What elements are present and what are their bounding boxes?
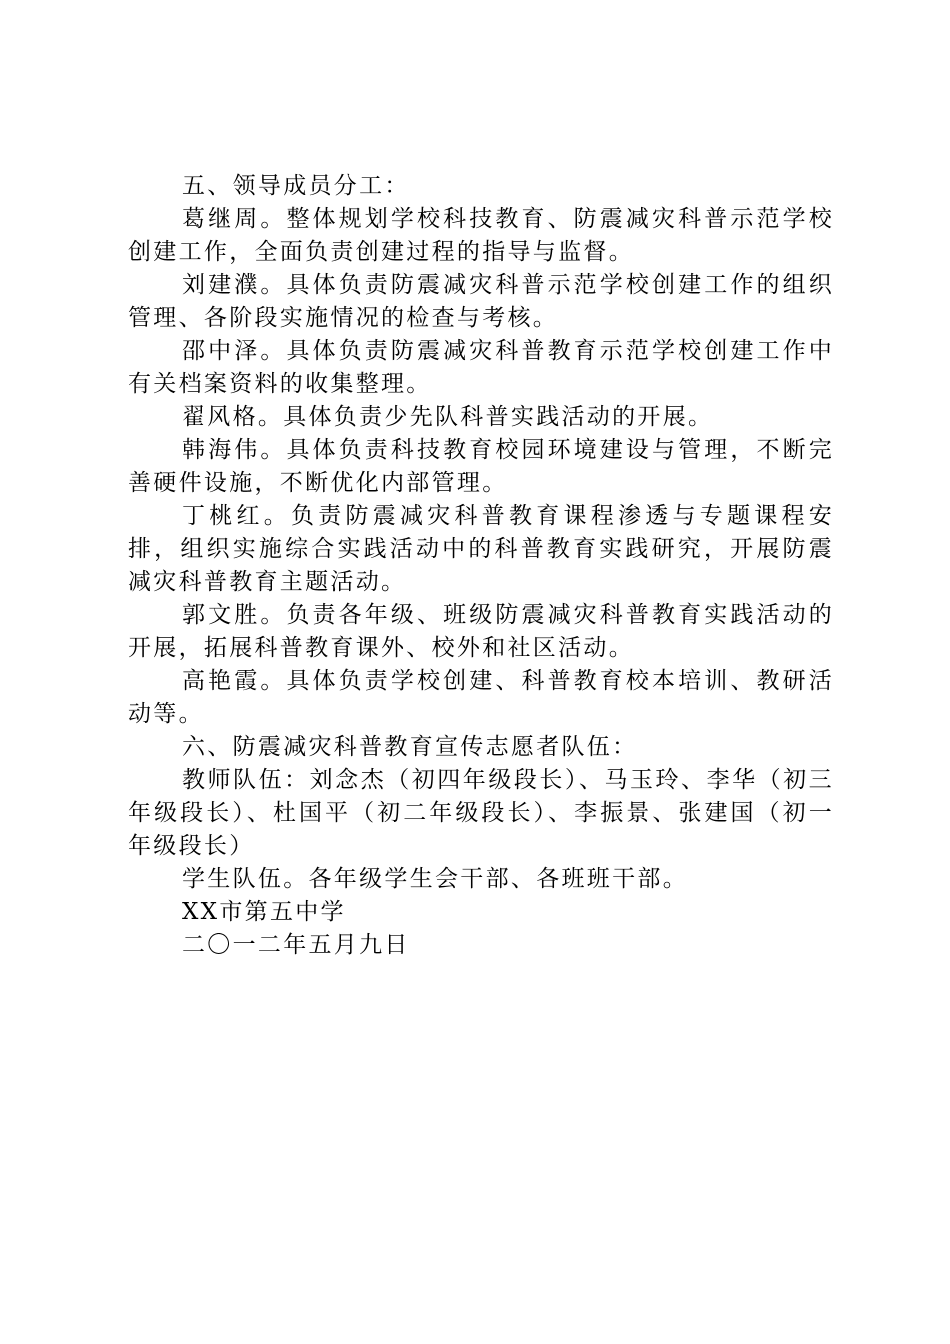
- section5-heading: 五、领导成员分工：: [182, 173, 410, 199]
- duty-paragraph-4: 翟风格。具体负责少先队科普实践活动的开展。: [182, 404, 714, 430]
- duty-paragraph-5: 韩海伟。具体负责科技教育校园环境建设与管理，不断完善硬件设施，不断优化内部管理。: [128, 437, 834, 496]
- school-signature: XX市第五中学: [182, 899, 346, 925]
- document-body: [128, 170, 834, 962]
- student-team-paragraph: 学生队伍。各年级学生会干部、各班班干部。: [182, 866, 688, 892]
- section6-heading: 六、防震减灾科普教育宣传志愿者队伍：: [182, 734, 638, 760]
- duty-paragraph-1: 葛继周。整体规划学校科技教育、防震减灾科普示范学校创建工作，全面负责创建过程的指导与监督。: [128, 206, 834, 265]
- teacher-team-paragraph: 教师队伍：刘念杰（初四年级段长）、马玉玲、李华（初三年级段长）、杜国平（初二年级段长）、李振景、张建国（初一年级段长）: [128, 767, 834, 859]
- document-date: 二〇一二年五月九日: [182, 932, 410, 958]
- duty-paragraph-7: 郭文胜。负责各年级、班级防震减灾科普教育实践活动的开展，拓展科普教育课外、校外和社区活动。: [128, 602, 834, 661]
- duty-paragraph-8: 高艳霞。具体负责学校创建、科普教育校本培训、教研活动等。: [128, 668, 834, 727]
- duty-paragraph-2: 刘建濮。具体负责防震减灾科普示范学校创建工作的组织管理、各阶段实施情况的检查与考核。: [128, 272, 834, 331]
- duty-paragraph-3: 邵中泽。具体负责防震减灾科普教育示范学校创建工作中有关档案资料的收集整理。: [128, 338, 834, 397]
- duty-paragraph-6: 丁桃红。负责防震减灾科普教育课程渗透与专题课程安排，组织实施综合实践活动中的科普教育实践研究，开展防震减灾科普教育主题活动。: [128, 503, 834, 595]
